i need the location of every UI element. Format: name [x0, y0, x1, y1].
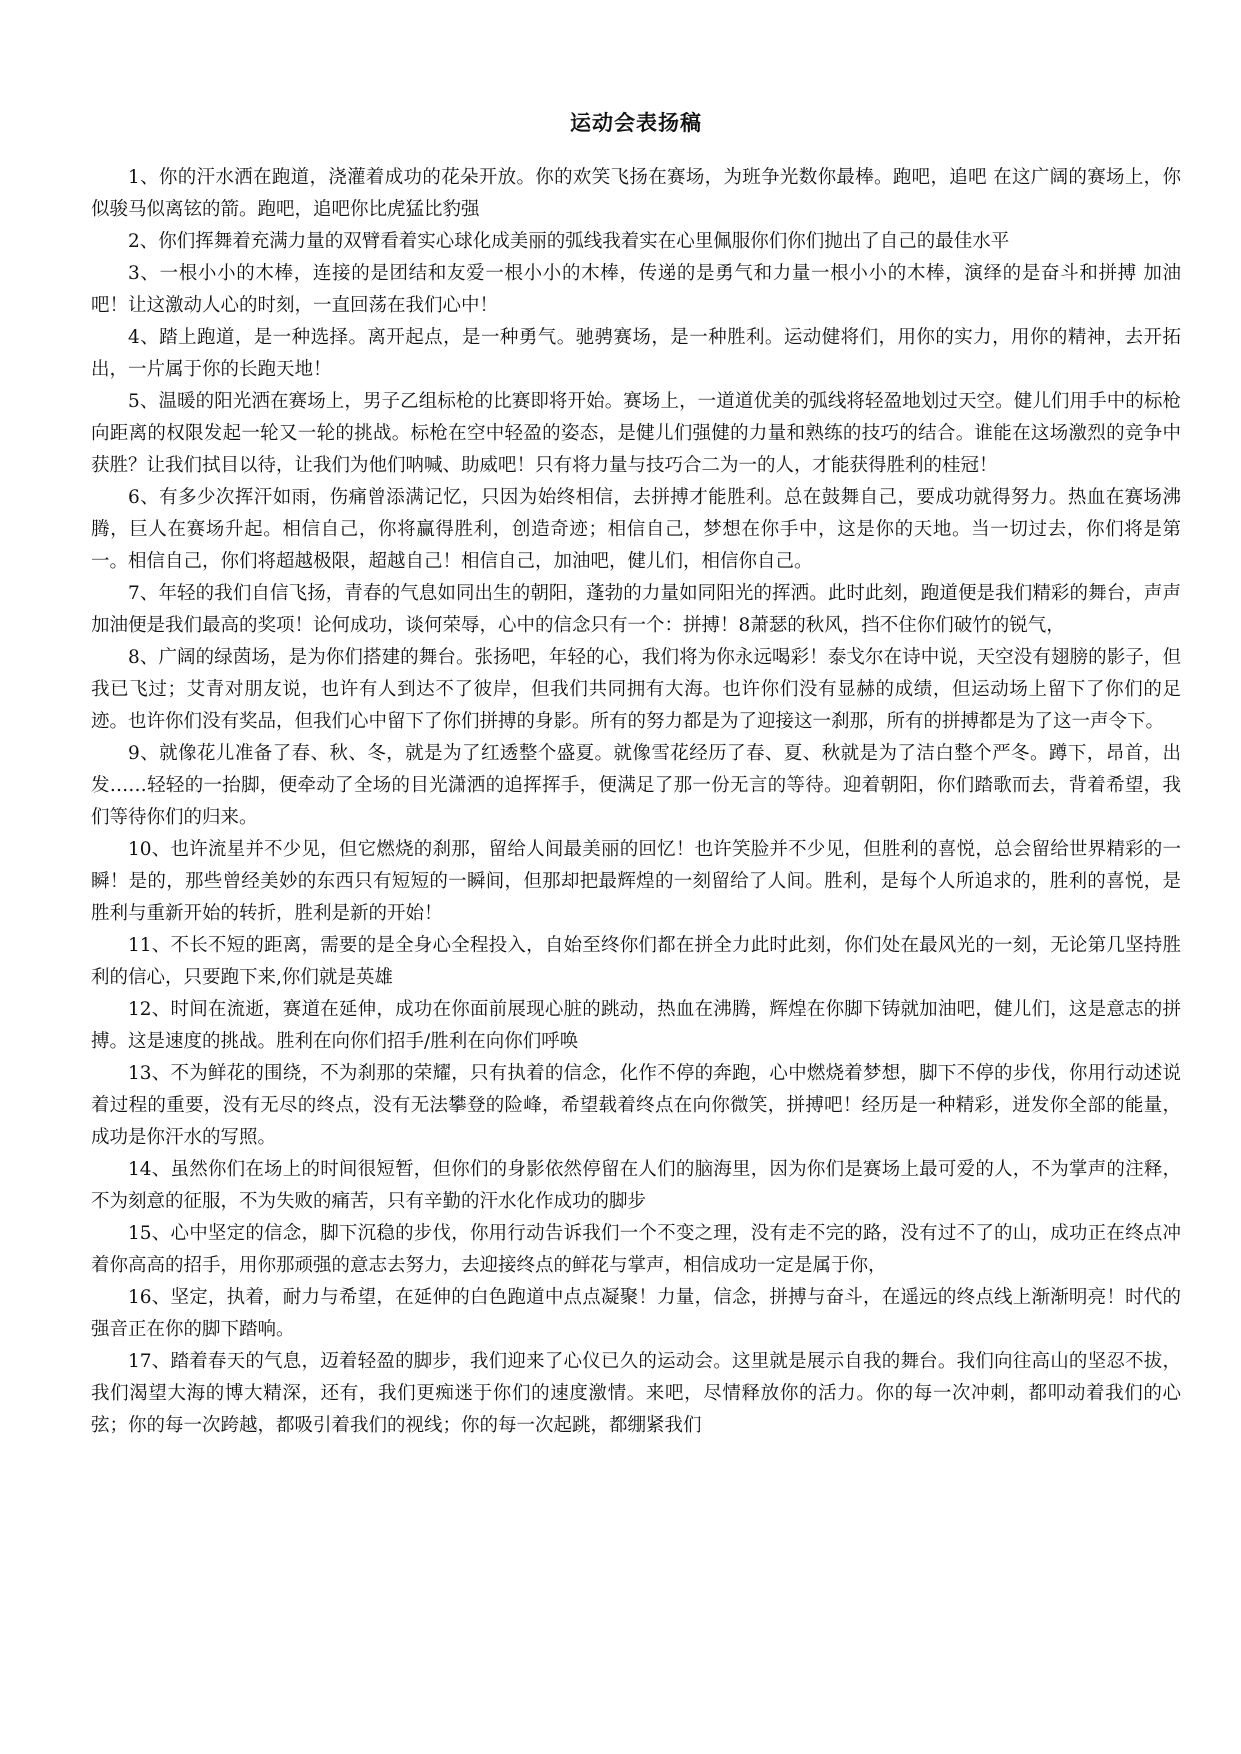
paragraph-13: 13、不为鲜花的围绕，不为刹那的荣耀，只有执着的信念，化作不停的奔跑，心中燃烧着梦想，脚下不停的步伐，你用行动述说着过程的重要，没有无尽的终点，没有无法攀登的险峰，希望载着终点在向你微笑，拼搏吧！经历是一种精彩，迸发你全部的能量，成功是你汗水的写照。	[91, 1063, 1181, 1148]
paragraph-10: 10、也许流星并不少见，但它燃烧的刹那，留给人间最美丽的回忆！也许笑脸并不少见，但胜利的喜悦，总会留给世界精彩的一瞬！是的，那些曾经美妙的东西只有短短的一瞬间，但那却把最辉煌的一刻留给了人间。胜利，是每个人所追求的，胜利的喜悦，是胜利与重新开始的转折，胜利是新的开始！	[91, 839, 1181, 924]
paragraph-4: 4、踏上跑道，是一种选择。离开起点，是一种勇气。驰骋赛场，是一种胜利。运动健将们，用你的实力，用你的精神，去开拓出，一片属于你的长跑天地！	[91, 327, 1181, 380]
paragraph-17: 17、踏着春天的气息，迈着轻盈的脚步，我们迎来了心仪已久的运动会。这里就是展示自我的舞台。我们向往高山的坚忍不拔，我们渴望大海的博大精深，还有，我们更痴迷于你们的速度激情。来吧，尽情释放你的活力。你的每一次冲刺，都叩动着我们的心弦；你的每一次跨越，都吸引着我们的视线；你的每一次起跳，都绷紧我们	[91, 1351, 1181, 1436]
paragraph-11: 11、不长不短的距离，需要的是全身心全程投入，自始至终你们都在拼全力此时此刻，你们处在最风光的一刻，无论第几坚持胜利的信心，只要跑下来,你们就是英雄	[91, 935, 1181, 988]
paragraph-15: 15、心中坚定的信念，脚下沉稳的步伐，你用行动告诉我们一个不变之理，没有走不完的路，没有过不了的山，成功正在终点冲着你高高的招手，用你那顽强的意志去努力，去迎接终点的鲜花与掌声，相信成功一定是属于你，	[91, 1223, 1181, 1276]
paragraph-2: 2、你们挥舞着充满力量的双臂看着实心球化成美丽的弧线我着实在心里佩服你们你们抛出了自己的最佳水平	[128, 231, 1010, 252]
document-body	[91, 162, 1181, 1442]
paragraph-14: 14、虽然你们在场上的时间很短暂，但你们的身影依然停留在人们的脑海里，因为你们是赛场上最可爱的人，不为掌声的注释，不为刻意的征服，不为失败的痛苦，只有辛勤的汗水化作成功的脚步	[91, 1159, 1181, 1212]
paragraph-16: 16、坚定，执着，耐力与希望，在延伸的白色跑道中点点凝聚！力量，信念，拼搏与奋斗，在遥远的终点线上渐渐明亮！时代的强音正在你的脚下踏响。	[91, 1287, 1181, 1340]
paragraph-6: 6、有多少次挥汗如雨，伤痛曾添满记忆，只因为始终相信，去拼搏才能胜利。总在鼓舞自己，要成功就得努力。热血在赛场沸腾，巨人在赛场升起。相信自己，你将赢得胜利，创造奇迹；相信自己，梦想在你手中，这是你的天地。当一切过去，你们将是第一。相信自己，你们将超越极限，超越自己！相信自己，加油吧，健儿们，相信你自己。	[91, 487, 1181, 572]
paragraph-1: 1、你的汗水洒在跑道，浇灌着成功的花朵开放。你的欢笑飞扬在赛场，为班争光数你最棒。跑吧，追吧 在这广阔的赛场上，你似骏马似离铉的箭。跑吧，追吧你比虎猛比豹强	[91, 167, 1181, 220]
paragraph-3: 3、一根小小的木棒，连接的是团结和友爱一根小小的木棒，传递的是勇气和力量一根小小的木棒，演绎的是奋斗和拼搏 加油吧！让这激动人心的时刻，一直回荡在我们心中！	[91, 263, 1181, 316]
paragraph-5: 5、温暖的阳光洒在赛场上，男子乙组标枪的比赛即将开始。赛场上，一道道优美的弧线将轻盈地划过天空。健儿们用手中的标枪向距离的权限发起一轮又一轮的挑战。标枪在空中轻盈的姿态，是健儿们强健的力量和熟练的技巧的结合。谁能在这场激烈的竞争中获胜？让我们拭目以待，让我们为他们呐喊、助威吧！只有将力量与技巧合二为一的人，才能获得胜利的桂冠！	[91, 391, 1181, 476]
paragraph-8: 8、广阔的绿茵场，是为你们搭建的舞台。张扬吧，年轻的心，我们将为你永远喝彩！泰戈尔在诗中说，天空没有翅膀的影子，但我已飞过；艾青对朋友说，也许有人到达不了彼岸，但我们共同拥有大海。也许你们没有显赫的成绩，但运动场上留下了你们的足迹。也许你们没有奖品，但我们心中留下了你们拼搏的身影。所有的努力都是为了迎接这一刹那，所有的拼搏都是为了这一声令下。	[91, 647, 1181, 732]
paragraph-12: 12、时间在流逝，赛道在延伸，成功在你面前展现心脏的跳动，热血在沸腾，辉煌在你脚下铸就加油吧，健儿们，这是意志的拼搏。这是速度的挑战。胜利在向你们招手/胜利在向你们呼唤	[91, 999, 1181, 1052]
paragraph-7: 7、年轻的我们自信飞扬，青春的气息如同出生的朝阳，蓬勃的力量如同阳光的挥洒。此时此刻，跑道便是我们精彩的舞台，声声加油便是我们最高的奖项！论何成功，谈何荣辱，心中的信念只有一个：拼搏！8萧瑟的秋风，挡不住你们破竹的锐气，	[91, 583, 1181, 636]
paragraph-9: 9、就像花儿准备了春、秋、冬，就是为了红透整个盛夏。就像雪花经历了春、夏、秋就是为了洁白整个严冬。蹲下，昂首，出发……轻轻的一抬脚，便牵动了全场的目光潇洒的追挥挥手，便满足了那一份无言的等待。迎着朝阳，你们踏歌而去，背着希望，我们等待你们的归来。	[91, 743, 1181, 828]
document-title: 运动会表扬稿	[570, 111, 702, 135]
